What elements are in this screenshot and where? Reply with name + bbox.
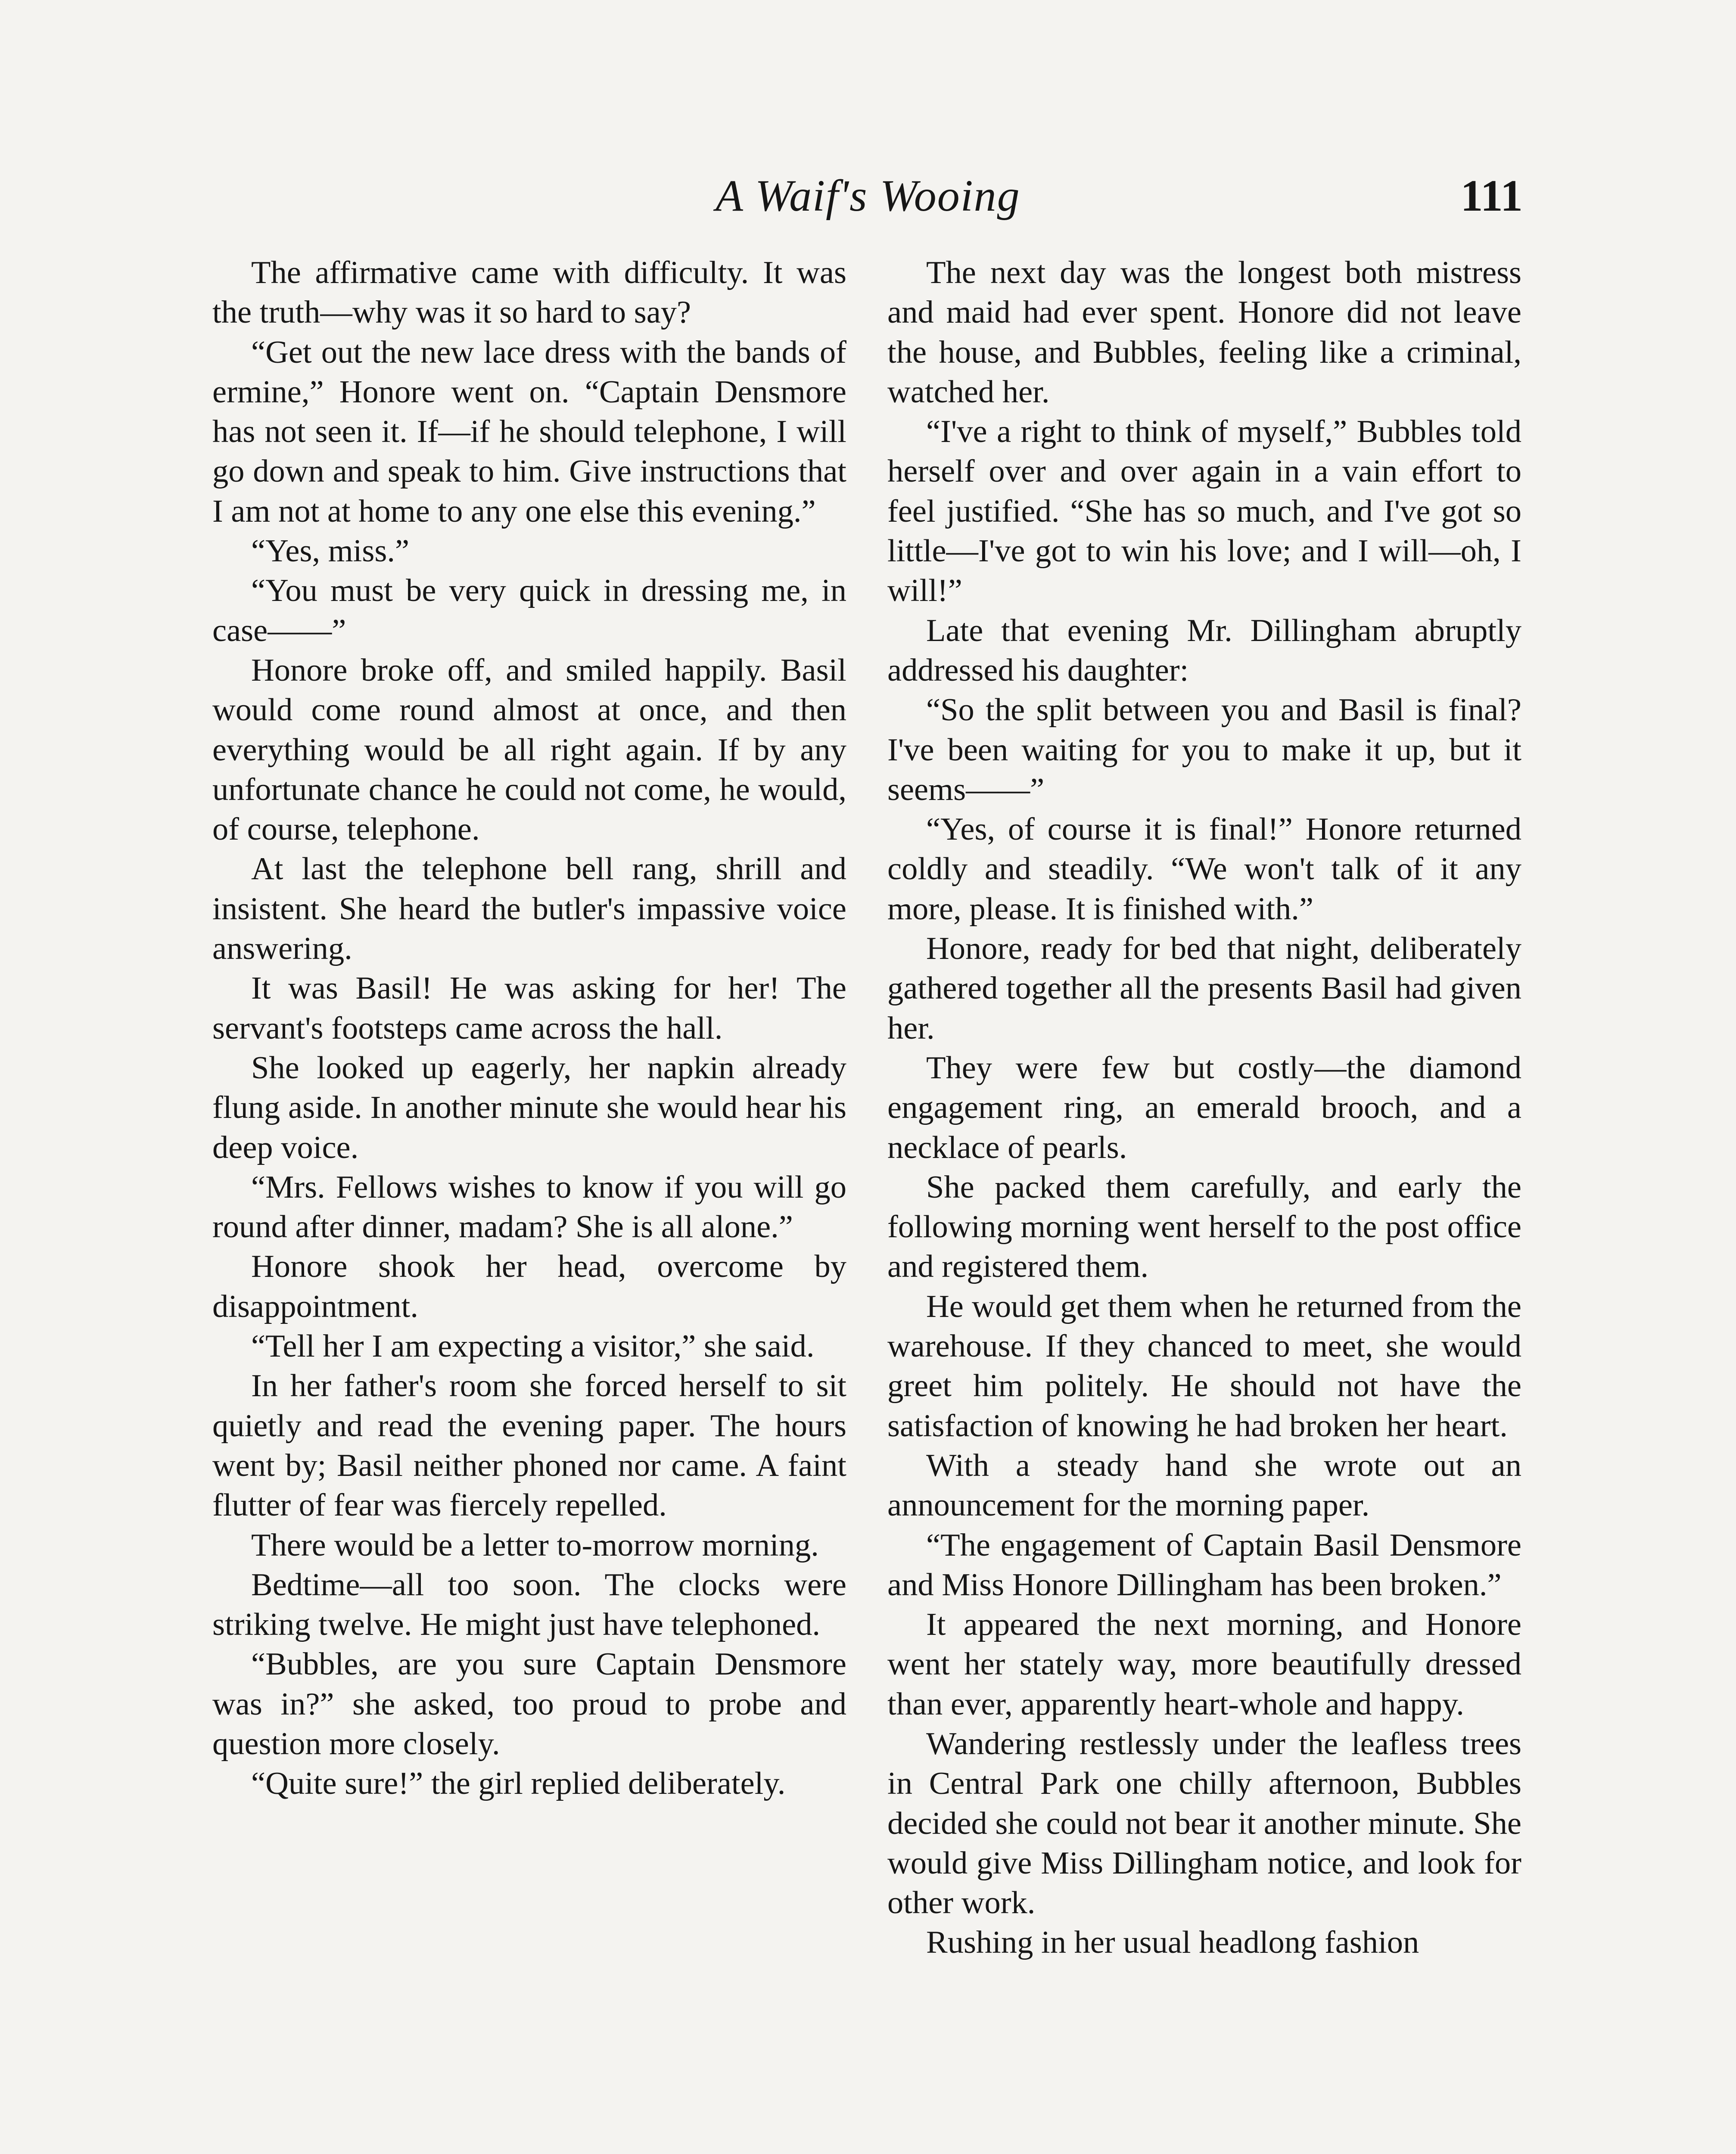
paragraph: Bedtime—all too soon. The clocks were striking twelve. He might just have telephoned. [212,1567,846,1643]
paragraph: Late that evening Mr. Dillingham abruptly addressed his daughter: [887,613,1521,688]
paragraph: Honore broke off, and smiled happily. Basil would come round almost at once, and then everything would be all right again. If by any unfortunate chance he could not come, he would, of course, telephone. [212,652,846,847]
page-number: 111 [1460,171,1523,221]
paragraph: The next day was the longest both mistress and maid had ever spent. Honore did not leave the house, and Bubbles, feeling like a criminal, watched her. [887,255,1521,410]
paragraph: “I've a right to think of myself,” Bubbles told herself over and over again in a vain effort to feel justified. “She has so much, and I've got so little—I've got to win his love; and I will—oh, I will!” [887,414,1521,609]
paragraph: It was Basil! He was asking for her! The servant's footsteps came across the hall. [212,971,846,1046]
paragraph: With a steady hand she wrote out an announcement for the morning paper. [887,1447,1521,1523]
paragraph: He would get them when he returned from the warehouse. If they chanced to meet, she would greet him politely. He should not have the satisfaction of knowing he had broken her heart. [887,1289,1521,1444]
left-column [212,253,846,1804]
paragraph: “Quite sure!” the girl replied deliberately. [251,1766,786,1802]
paragraph: At last the telephone bell rang, shrill and insistent. She heard the butler's impassive voice answering. [212,851,846,967]
paragraph: “The engagement of Captain Basil Densmore and Miss Honore Dillingham has been broken.” [887,1527,1521,1603]
paragraph: There would be a letter to-morrow morning. [251,1527,819,1563]
paragraph: Honore, ready for bed that night, deliberately gathered together all the presents Basil had given her. [887,931,1521,1046]
right-column [887,253,1521,1963]
paragraph: “Yes, of course it is final!” Honore returned coldly and steadily. “We won't talk of it any more, please. It is finished with.” [887,812,1521,927]
paragraph: She looked up eagerly, her napkin already flung aside. In another minute she would hear his deep voice. [212,1050,846,1165]
paragraph: “Mrs. Fellows wishes to know if you will go round after dinner, madam? She is all alone.” [212,1169,846,1245]
running-title: A Waif's Wooing [716,171,1020,221]
page-header [213,166,1523,226]
paragraph: It appeared the next morning, and Honore went her stately way, more beautifully dressed than ever, apparently heart-whole and happy. [887,1607,1521,1722]
paragraph: Rushing in her usual headlong fashion [926,1925,1419,1961]
paragraph: They were few but costly—the diamond engagement ring, an emerald brooch, and a necklace of pearls. [887,1050,1521,1165]
paragraph: Honore shook her head, overcome by disappointment. [212,1249,846,1324]
paragraph: “You must be very quick in dressing me, in case——” [212,573,846,648]
paragraph: “Get out the new lace dress with the bands of ermine,” Honore went on. “Captain Densmore has not seen it. If—if he should telephone, I will go down and speak to him. Give instructions that I am not at home to any one else this evening.” [212,334,846,529]
paragraph: “So the split between you and Basil is final? I've been waiting for you to make it up, but it seems——” [887,692,1521,807]
paragraph: The affirmative came with difficulty. It was the truth—why was it so hard to say? [212,255,846,330]
paragraph: “Bubbles, are you sure Captain Densmore was in?” she asked, too proud to probe and question more closely. [212,1647,846,1762]
paragraph: “Tell her I am expecting a visitor,” she said. [251,1329,815,1364]
paragraph: “Yes, miss.” [251,533,410,569]
paragraph: She packed them carefully, and early the following morning went herself to the post office and registered them. [887,1169,1521,1285]
paragraph: In her father's room she forced herself to sit quietly and read the evening paper. The hours went by; Basil neither phoned nor came. A faint flutter of fear was fiercely repelled. [212,1368,846,1523]
paragraph: Wandering restlessly under the leafless trees in Central Park one chilly afternoon, Bubbles decided she could not bear it another minute. She would give Miss Dillingham notice, and look for other work. [887,1726,1521,1921]
